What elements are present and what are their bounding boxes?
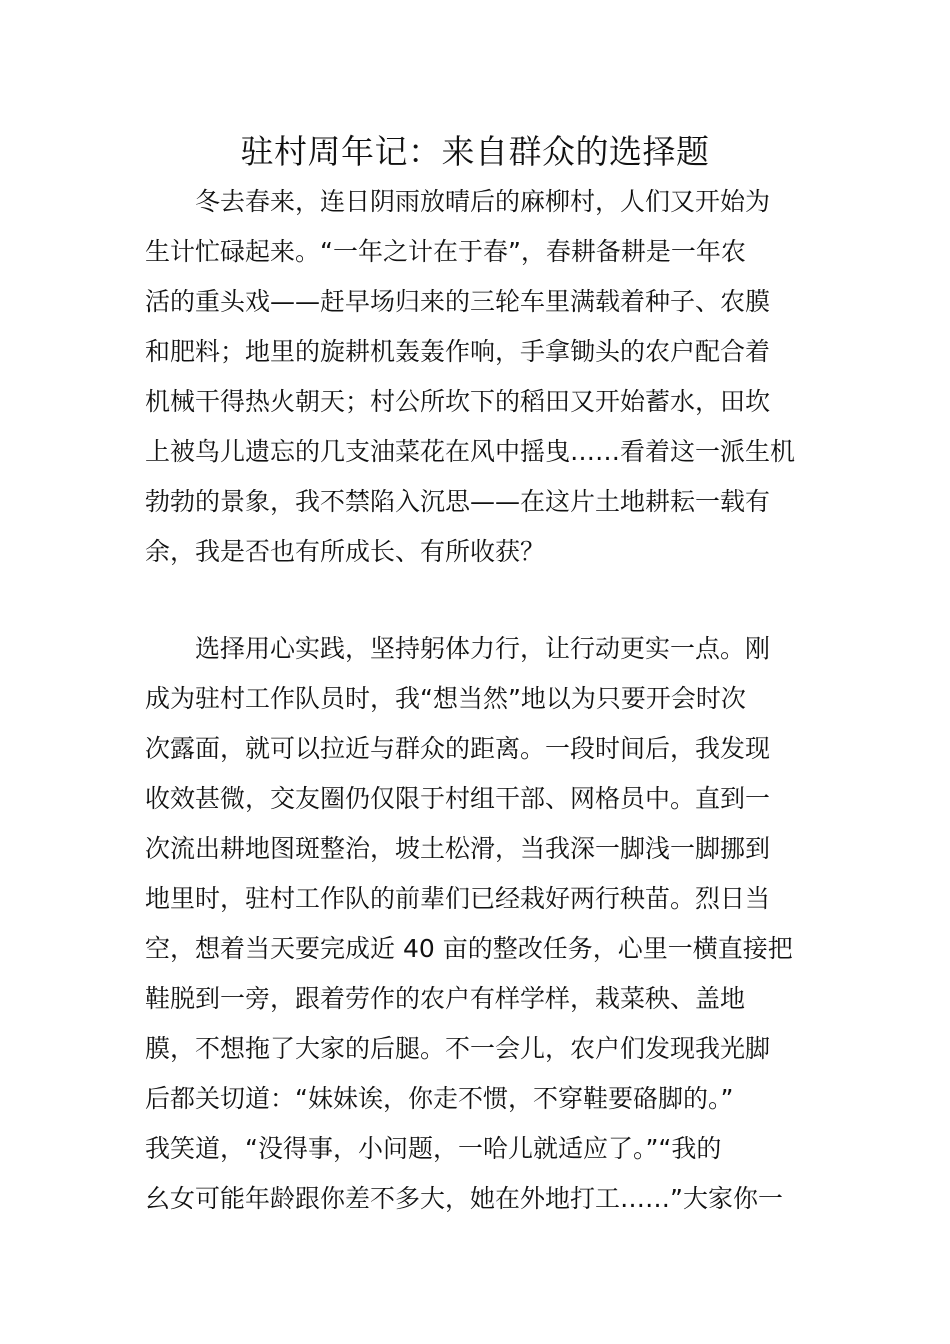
paragraph-line: 选择用心实践，坚持躬体力行，让行动更实一点。刚: [195, 634, 771, 663]
paragraph-line: 机械干得热火朝天；村公所坎下的稻田又开始蓄水，田坎: [145, 387, 771, 416]
paragraph-line: 次流出耕地图斑整治，坡土松滑，当我深一脚浅一脚挪到: [145, 834, 771, 863]
paragraph-line: 次露面，就可以拉近与群众的距离。一段时间后，我发现: [145, 734, 771, 763]
paragraph-2: [145, 624, 809, 1224]
paragraph-line: 上被鸟儿遗忘的几支油菜花在风中摇曳……看着这一派生机: [145, 437, 796, 466]
paragraph-line: 活的重头戏——赶早场归来的三轮车里满载着种子、农膜: [145, 287, 771, 316]
paragraph-line: 我笑道，“没得事，小问题，一哈儿就适应了。”“我的: [145, 1134, 722, 1163]
paragraph-line: 余，我是否也有所成长、有所收获？: [145, 537, 546, 566]
paragraph-line: 收效甚微，交友圈仍仅限于村组干部、网格员中。直到一: [145, 784, 771, 813]
paragraph-line: 地里时，驻村工作队的前辈们已经栽好两行秧苗。烈日当: [145, 884, 771, 913]
document-title: 驻村周年记：来自群众的选择题: [240, 132, 710, 171]
paragraph-line: 冬去春来，连日阴雨放晴后的麻柳村，人们又开始为: [195, 187, 771, 216]
paragraph-line: 鞋脱到一旁，跟着劳作的农户有样学样，栽菜秧、盖地: [145, 984, 746, 1013]
paragraph-line: 和肥料；地里的旋耕机轰轰作响，手拿锄头的农户配合着: [145, 337, 771, 366]
paragraph-line: 勃勃的景象，我不禁陷入沉思——在这片土地耕耘一载有: [145, 487, 771, 516]
paragraph-line: 幺女可能年龄跟你差不多大，她在外地打工……”大家你一: [145, 1184, 783, 1213]
paragraph-line: 后都关切道：“妹妹诶，你走不惯，不穿鞋要硌脚的。”: [145, 1084, 734, 1113]
paragraph-1: [145, 177, 809, 577]
paragraph-line: 膜，不想拖了大家的后腿。不一会儿，农户们发现我光脚: [145, 1034, 771, 1063]
paragraph-line: 空，想着当天要完成近 40 亩的整改任务，心里一横直接把: [145, 934, 793, 963]
paragraph-line: 生计忙碌起来。“一年之计在于春”，春耕备耕是一年农: [145, 237, 746, 266]
paragraph-line: 成为驻村工作队员时，我“想当然”地以为只要开会时次: [145, 684, 746, 713]
